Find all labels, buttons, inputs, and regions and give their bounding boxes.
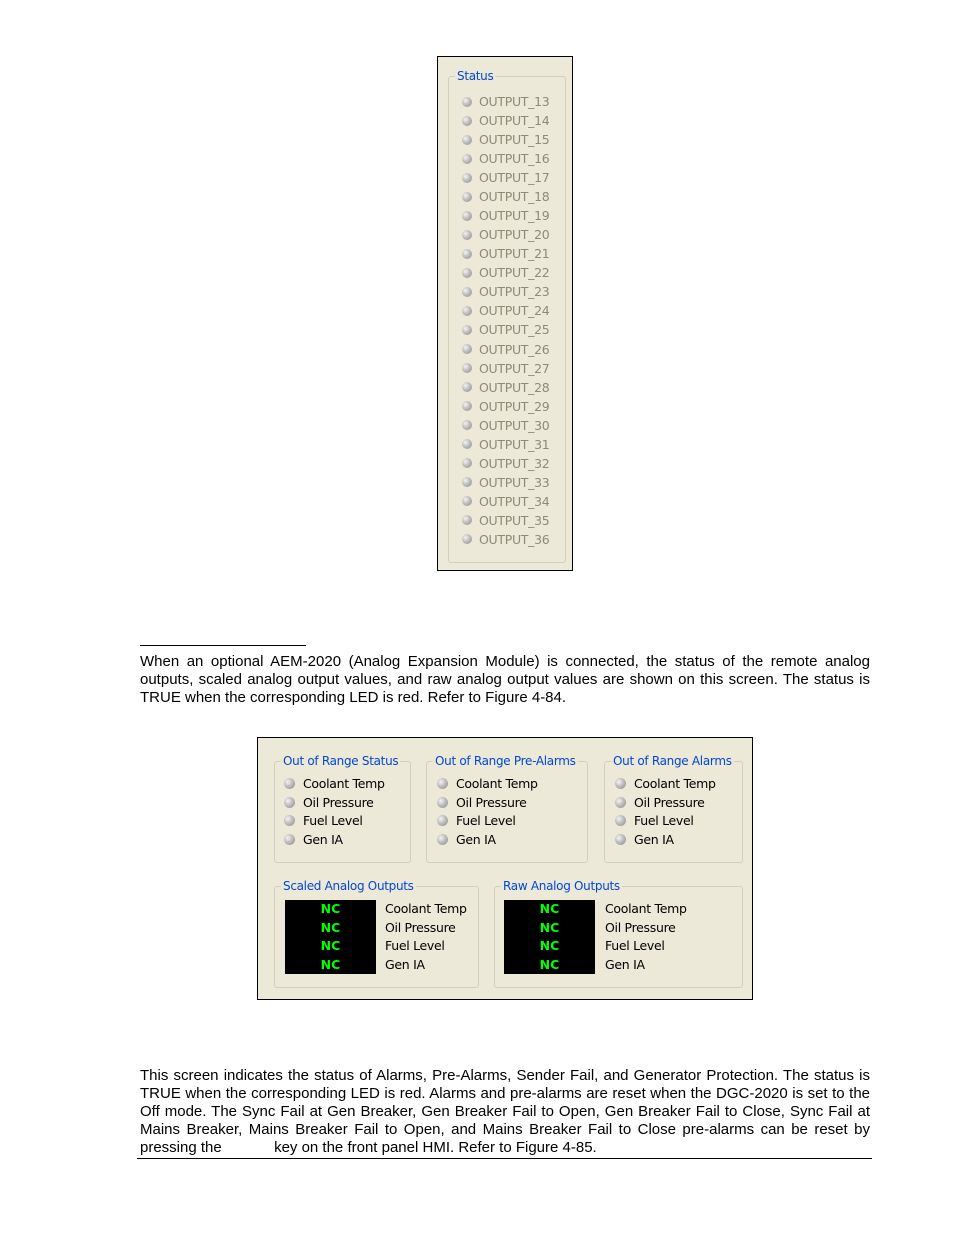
status-led-icon [462,173,472,183]
status-led-icon [462,363,472,373]
analog-led-row [437,830,496,849]
scaled-value-gen-ia: NC [320,956,341,972]
analog-led-label: Gen IA [303,831,343,847]
analog-led-row [284,811,363,830]
output-label: OUTPUT_33 [479,474,550,490]
output-row [462,454,549,473]
output-label: OUTPUT_34 [479,493,550,509]
raw-value-coolant: NC [539,901,560,916]
analog-led-icon [284,778,295,789]
status-led-icon [462,268,472,278]
output-row [462,397,549,416]
output-row [462,130,549,149]
analog-led-row [284,830,343,849]
output-label: OUTPUT_35 [479,512,550,528]
output-label: OUTPUT_24 [479,303,550,319]
analog-led-label: Oil Pressure [303,794,374,810]
raw-value-fuel: NC [539,938,560,953]
paragraph-alarms-text: This screen indicates the status of Alarms, Pre-Alarms, Sender Fail, and Generator Protection. The status is TRUE when the corresponding LED is red. Alarms and pre-alarms are reset when the DGC-2020 is set to the Off mode. The Sync Fail at Gen Breaker, Gen Breaker Fail to Open, Gen Breaker Fail to Close, Sync Fail at Mains Breaker, Mains Breaker Fail to Open, and Mains Breaker Fail to Close pre-alarms can be reset by pressing the [140,1067,870,1156]
scaled-values-display [285,900,376,974]
analog-led-row [615,830,674,849]
output-row [462,225,549,244]
analog-led-row [615,774,716,793]
status-led-icon [462,439,472,449]
scaled-label-gen-ia: Gen IA [385,956,425,972]
output-label: OUTPUT_13 [479,94,550,109]
raw-analog-outputs-title: Raw Analog Outputs [503,879,620,893]
scaled-value-coolant: NC [320,901,341,916]
paragraph-alarms-text-end: key on the front panel HMI. Refer to Figure 4-85. [274,1139,597,1156]
status-led-icon [462,325,472,335]
output-label: OUTPUT_36 [479,531,550,547]
analog-led-label: Oil Pressure [634,794,705,810]
analog-led-label: Fuel Level [634,813,694,828]
analog-led-label: Coolant Temp [456,776,538,791]
status-panel [437,56,573,571]
analog-led-row [615,793,705,812]
scaled-label-coolant: Coolant Temp [385,901,467,916]
analog-led-icon [615,778,626,789]
analog-led-icon [437,834,448,845]
output-label: OUTPUT_29 [479,398,550,414]
output-row [462,187,549,206]
status-led-icon [462,306,472,316]
analog-led-row [437,793,527,812]
output-row [462,282,549,301]
analog-led-icon [615,834,626,845]
status-led-icon [462,116,472,126]
analog-led-label: Coolant Temp [634,776,716,791]
out-of-range-status-title: Out of Range Status [283,754,399,768]
analog-led-label: Gen IA [456,831,496,847]
status-led-icon [462,458,472,468]
analog-led-icon [437,797,448,808]
analog-led-icon [615,815,626,826]
analog-led-row [437,811,516,830]
analog-led-label: Oil Pressure [456,794,527,810]
analog-led-label: Gen IA [634,831,674,847]
scaled-value-oil: NC [320,919,341,935]
raw-label-fuel: Fuel Level [605,938,665,953]
output-row [462,435,549,454]
output-label: OUTPUT_31 [479,436,550,452]
status-led-icon [462,135,472,145]
analog-led-label: Fuel Level [456,813,516,828]
output-label: OUTPUT_14 [479,113,550,129]
raw-label-gen-ia: Gen IA [605,956,645,972]
output-label: OUTPUT_30 [479,417,550,433]
output-row [462,416,549,435]
out-of-range-prealarms-title: Out of Range Pre-Alarms [435,754,576,768]
raw-value-oil: NC [539,919,560,935]
output-row [462,168,549,187]
analog-led-icon [284,797,295,808]
output-row [462,263,549,282]
scaled-label-fuel: Fuel Level [385,938,445,953]
output-label: OUTPUT_26 [479,341,550,357]
output-row [462,244,549,263]
output-row [462,378,549,397]
scaled-label-oil: Oil Pressure [385,919,456,935]
analog-led-icon [437,778,448,789]
output-label: OUTPUT_16 [479,151,550,167]
analog-panel [257,737,753,1000]
output-label: OUTPUT_15 [479,132,550,148]
output-row [462,320,549,339]
output-label: OUTPUT_18 [479,189,550,205]
output-row [462,492,549,511]
analog-led-label: Coolant Temp [303,776,385,791]
scaled-value-fuel: NC [320,938,341,953]
analog-led-row [284,774,385,793]
status-led-icon [462,534,472,544]
output-row [462,149,549,168]
output-label: OUTPUT_23 [479,284,550,300]
paragraph-alarms-description [140,1067,870,1157]
analog-led-row [284,793,374,812]
analog-led-icon [284,834,295,845]
status-led-icon [462,344,472,354]
analog-led-icon [284,815,295,826]
output-row [462,530,549,549]
status-led-icon [462,211,472,221]
status-led-icon [462,401,472,411]
raw-values-display [504,900,595,974]
output-label: OUTPUT_28 [479,379,550,395]
status-led-icon [462,420,472,430]
output-label: OUTPUT_20 [479,227,550,243]
out-of-range-alarms-title: Out of Range Alarms [613,754,732,768]
output-row [462,473,549,492]
output-label: OUTPUT_27 [479,360,550,376]
footer-rule [137,1158,872,1159]
status-led-icon [462,515,472,525]
analog-led-icon [437,815,448,826]
status-group-title: Status [457,69,494,83]
status-led-icon [462,249,472,259]
status-led-icon [462,230,472,240]
output-label: OUTPUT_17 [479,170,550,186]
output-label: OUTPUT_19 [479,208,550,224]
status-led-icon [462,287,472,297]
output-row [462,511,549,530]
status-led-icon [462,496,472,506]
raw-value-gen-ia: NC [539,956,560,972]
raw-label-coolant: Coolant Temp [605,901,687,916]
status-led-icon [462,382,472,392]
output-row [462,340,549,359]
output-label: OUTPUT_25 [479,322,550,338]
status-led-icon [462,154,472,164]
section-rule [140,645,306,646]
raw-label-oil: Oil Pressure [605,919,676,935]
output-label: OUTPUT_32 [479,455,550,471]
output-row [462,206,549,225]
output-row [462,92,549,111]
analog-led-icon [615,797,626,808]
analog-led-row [437,774,538,793]
output-row [462,111,549,130]
output-row [462,301,549,320]
scaled-analog-outputs-title: Scaled Analog Outputs [283,879,414,893]
output-label: OUTPUT_22 [479,265,550,281]
paragraph-analog-description: When an optional AEM-2020 (Analog Expansion Module) is connected, the status of the remote analog outputs, scaled analog output values, and raw analog output values are shown on this screen. The status is TRUE when the corresponding LED is red. Refer to Figure 4-84. [140,653,870,706]
analog-led-row [615,811,694,830]
status-led-icon [462,192,472,202]
output-label: OUTPUT_21 [479,246,550,262]
analog-led-label: Fuel Level [303,813,363,828]
output-row [462,359,549,378]
status-led-icon [462,97,472,107]
status-led-icon [462,477,472,487]
